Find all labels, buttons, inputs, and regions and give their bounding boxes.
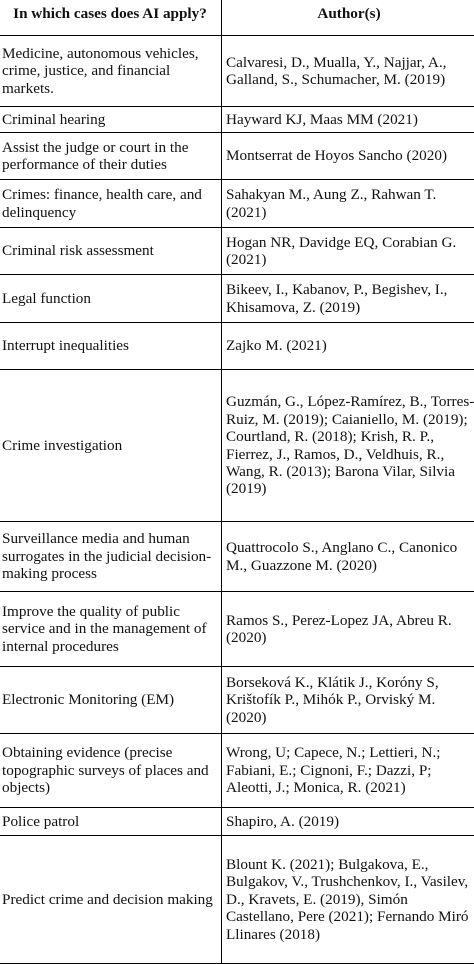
author-cell: Blount K. (2021); Bulgakova, E., Bulgakov, V., Trushchenkov, I., Vasilev, D., Kravets, E. (2019), Simón Castellano, Pere (2021); Fernando Miró Llinares (2018): [222, 836, 474, 964]
case-cell: Criminal hearing: [0, 107, 222, 133]
case-cell: Predict crime and decision making: [0, 836, 222, 964]
table-row: [0, 323, 474, 370]
author-cell: Hayward KJ, Maas MM (2021): [222, 107, 474, 133]
table-row: [0, 734, 474, 808]
author-cell: Quattrocolo S., Anglano C., Canonico M., Guazzone M. (2020): [222, 522, 474, 592]
case-cell: Medicine, autonomous vehicles, crime, justice, and financial markets.: [0, 36, 222, 107]
case-cell: Electronic Monitoring (EM): [0, 667, 222, 734]
case-cell: Police patrol: [0, 808, 222, 836]
case-cell: Improve the quality of public service and in the management of internal procedures: [0, 592, 222, 667]
case-cell: Criminal risk assessment: [0, 228, 222, 275]
case-cell: Assist the judge or court in the performance of their duties: [0, 133, 222, 180]
table-row: [0, 592, 474, 667]
author-cell: Shapiro, A. (2019): [222, 808, 474, 836]
case-cell: Crimes: finance, health care, and delinquency: [0, 180, 222, 228]
table-row: [0, 107, 474, 133]
table-row: [0, 133, 474, 180]
author-cell: Borseková K., Klátik J., Koróny S, Krištofík P., Mihók P., Orviský M. (2020): [222, 667, 474, 734]
case-cell: Surveillance media and human surrogates in the judicial decision-making process: [0, 522, 222, 592]
table-row: [0, 370, 474, 522]
table-header-row: [0, 0, 474, 36]
column-header-cases: In which cases does AI apply?: [0, 0, 222, 36]
table-row: [0, 836, 474, 964]
author-cell: Sahakyan M., Aung Z., Rahwan T. (2021): [222, 180, 474, 228]
table-row: [0, 228, 474, 275]
table-row: [0, 36, 474, 107]
case-cell: Crime investigation: [0, 370, 222, 522]
author-cell: Calvaresi, D., Mualla, Y., Najjar, A., Galland, S., Schumacher, M. (2019): [222, 36, 474, 107]
column-header-authors: Author(s): [222, 0, 474, 36]
case-cell: Interrupt inequalities: [0, 323, 222, 370]
author-cell: Guzmán, G., López-Ramírez, B., Torres-Ruiz, M. (2019); Caianiello, M. (2019); Courtland, R. (2018); Krish, R. P., Fierrez, J., Ramos, D., Veldhuis, R., Wang, R. (2013); Barona Vilar, Silvia (2019): [222, 370, 474, 522]
table-row: [0, 667, 474, 734]
author-cell: Zajko M. (2021): [222, 323, 474, 370]
table-row: [0, 808, 474, 836]
author-cell: Ramos S., Perez-Lopez JA, Abreu R. (2020): [222, 592, 474, 667]
author-cell: Wrong, U; Capece, N.; Lettieri, N.; Fabiani, E.; Cignoni, F.; Dazzi, P; Aleotti, J.; Monica, R. (2021): [222, 734, 474, 808]
case-cell: Legal function: [0, 275, 222, 323]
author-cell: Hogan NR, Davidge EQ, Corabian G. (2021): [222, 228, 474, 275]
author-cell: Bikeev, I., Kabanov, P., Begishev, I., Khisamova, Z. (2019): [222, 275, 474, 323]
table-row: [0, 275, 474, 323]
author-cell: Montserrat de Hoyos Sancho (2020): [222, 133, 474, 180]
table-row: [0, 180, 474, 228]
table-row: [0, 522, 474, 592]
case-cell: Obtaining evidence (precise topographic surveys of places and objects): [0, 734, 222, 808]
